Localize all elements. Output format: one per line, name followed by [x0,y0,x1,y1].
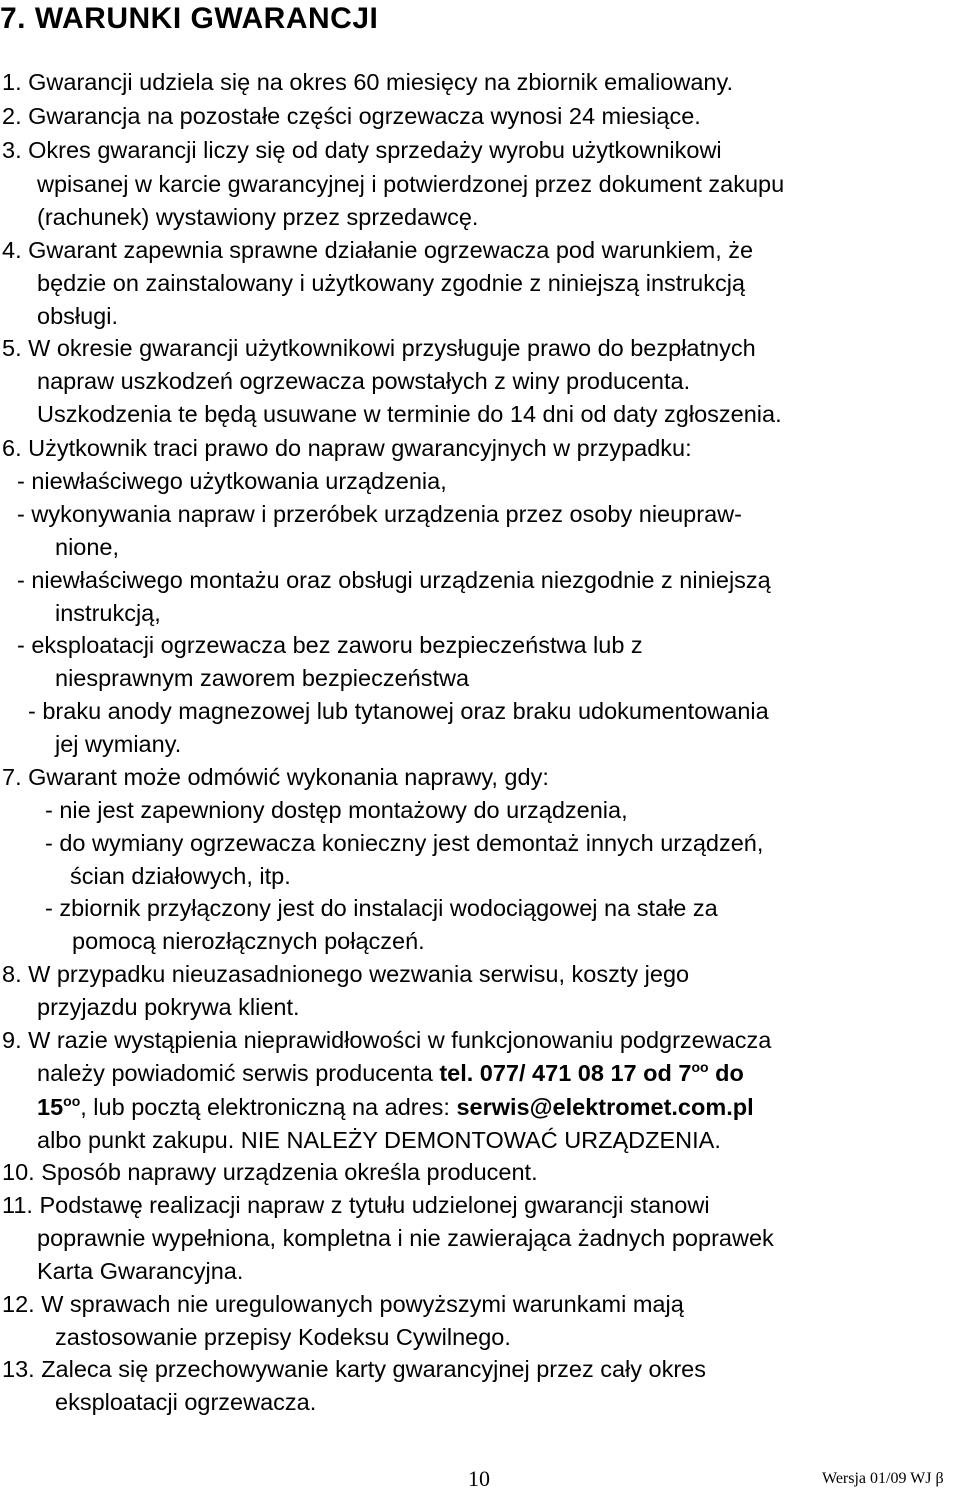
version-label: Wersja 01/09 WJ β [822,1470,944,1487]
text-line: 11. Podstawę realizacji napraw z tytułu udzielonej gwarancji stanowi [2,1192,710,1218]
text-line: - zbiornik przyłączony jest do instalacji wodociągowej na stałe za [45,895,718,921]
text-line: wpisanej w karcie gwarancyjnej i potwierdzonej przez dokument zakupu [37,171,785,197]
text-line: (rachunek) wystawiony przez sprzedawcę. [37,204,479,230]
text-line: 8. W przypadku nieuzasadnionego wezwania serwisu, koszty jego [2,961,690,987]
text-line-service-email [37,1091,754,1123]
text-line: eksploatacji ogrzewacza. [55,1389,317,1415]
service-email-link[interactable]: serwis@elektromet.com.pl [456,1094,754,1120]
text-line: 13. Zaleca się przechowywanie karty gwarancyjnej przez cały okres [2,1356,707,1382]
superscript: oo [691,1059,709,1075]
text-line: napraw uszkodzeń ogrzewacza powstałych z winy producenta. [37,368,691,394]
text-line: - do wymiany ogrzewacza konieczny jest demontaż innych urządzeń, [45,830,764,856]
text-line-service-phone [37,1057,744,1089]
text-line: zastosowanie przepisy Kodeksu Cywilnego. [55,1324,511,1350]
text-line: 2. Gwarancja na pozostałe części ogrzewacza wynosi 24 miesiące. [2,103,701,129]
text-line: 4. Gwarant zapewnia sprawne działanie ogrzewacza pod warunkiem, że [2,237,754,263]
text-segment-bold: do [708,1060,744,1086]
text-line: ścian działowych, itp. [70,863,291,889]
text-line: przyjazdu pokrywa klient. [37,994,300,1020]
text-line: 7. Gwarant może odmówić wykonania naprawy, gdy: [2,764,549,790]
text-line: 3. Okres gwarancji liczy się od daty sprzedaży wyrobu użytkownikowi [2,137,722,163]
service-phone: tel. 077/ 471 08 17 od 7 [439,1060,692,1086]
text-line: Uszkodzenia te będą usuwane w terminie do 14 dni od daty zgłoszenia. [37,401,782,427]
text-line: - braku anody magnezowej lub tytanowej oraz braku udokumentowania [28,698,769,724]
text-segment: należy powiadomić serwis producenta [37,1060,440,1086]
text-line: poprawnie wypełniona, kompletna i nie zawierająca żadnych poprawek [37,1225,774,1251]
text-line: - eksploatacji ogrzewacza bez zaworu bezpieczeństwa lub z [17,632,643,658]
text-line: - niewłaściwego montażu oraz obsługi urządzenia niezgodnie z niniejszą [17,567,771,593]
text-line: pomocą nierozłącznych połączeń. [72,928,425,954]
text-line: instrukcją, [55,600,161,626]
text-line: - nie jest zapewniony dostęp montażowy do urządzenia, [45,797,628,823]
section-title: 7. WARUNKI GWARANCJI [0,2,379,35]
text-line: Karta Gwarancyjna. [37,1258,244,1284]
text-line: będzie on zainstalowany i użytkowany zgodnie z niniejszą instrukcją [37,270,745,296]
text-line: jej wymiany. [55,731,182,757]
text-segment-bold: 15 [37,1094,64,1120]
text-line: niesprawnym zaworem bezpieczeństwa [55,665,470,691]
text-segment: , lub pocztą elektroniczną na adres: [80,1094,457,1120]
text-line: 10. Sposób naprawy urządzenia określa producent. [2,1159,538,1185]
text-line: albo punkt zakupu. NIE NALEŻY DEMONTOWAĆ URZĄDZENIA. [37,1127,721,1153]
text-line: nione, [55,534,120,560]
text-line: - wykonywania napraw i przeróbek urządzenia przez osoby nieupraw- [17,501,742,527]
text-line: obsługi. [37,303,118,329]
text-line: 6. Użytkownik traci prawo do napraw gwarancyjnych w przypadku: [2,435,692,461]
text-line: 12. W sprawach nie uregulowanych powyższymi warunkami mają [2,1291,684,1317]
text-line: 1. Gwarancji udziela się na okres 60 miesięcy na zbiornik emaliowany. [2,69,734,95]
text-line: 5. W okresie gwarancji użytkownikowi przysługuje prawo do bezpłatnych [2,335,756,361]
superscript: oo [63,1093,81,1109]
text-line: - niewłaściwego użytkowania urządzenia, [17,468,447,494]
page-number: 10 [468,1466,490,1491]
text-line: 9. W razie wystąpienia nieprawidłowości w funkcjonowaniu podgrzewacza [2,1027,772,1053]
